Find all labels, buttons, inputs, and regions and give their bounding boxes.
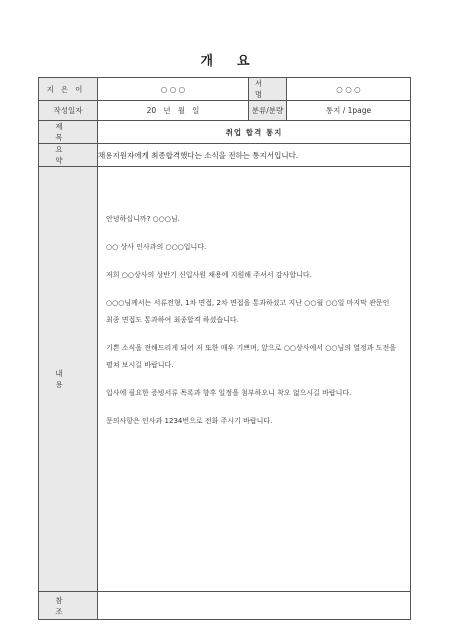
subject-row (39, 121, 411, 144)
reference-value (98, 592, 411, 620)
content-paragraph: 기쁜 소식을 전해드리게 되어 저 또한 매우 기쁘며, 앞으로 ○○상사에서 ○○님의 열정과 도전을 펼쳐 보시길 바랍니다. (106, 344, 397, 369)
summary-value: 채용지원자에게 최종합격했다는 소식을 전하는 통지서입니다. (98, 144, 411, 167)
document-table (38, 77, 411, 620)
author-label: 지은이 (39, 78, 98, 101)
category-label: 분류/분량 (249, 101, 287, 121)
date-row (39, 101, 411, 121)
reference-label: 참 조 (39, 592, 98, 620)
date-value: 20 년 월 일 (98, 101, 249, 121)
author-row (39, 78, 411, 101)
content-label: 내 용 (39, 167, 98, 592)
author-value: ○ ○ ○ (98, 78, 249, 101)
subject-label: 제 목 (39, 121, 98, 144)
content-paragraph: 저희 ○○상사의 상반기 신입사원 채용에 지원해 주셔서 감사합니다. (106, 271, 312, 279)
page-title (0, 50, 450, 69)
reference-row (39, 592, 411, 620)
content-row (39, 167, 411, 592)
subject-value: 취업 합격 통지 (98, 121, 411, 144)
title-part-2: 요 (237, 54, 250, 69)
content-body (98, 167, 411, 592)
summary-row (39, 144, 411, 167)
title-part-1: 개 (200, 54, 213, 69)
content-paragraph: ○○○님께서는 서류전형, 1차 면접, 2차 면접을 통과하셨고 지난 ○○월 ○○일 마지막 관문인 최종 면접도 통과하여 최종합격 하셨습니다. (106, 299, 390, 324)
category-value: 통지 / 1page (287, 101, 411, 121)
content-paragraph: 입사에 필요한 증빙서류 목록과 향후 일정을 첨부하오니 착오 없으시길 바랍니다. (106, 389, 352, 397)
signature-value: ○ ○ ○ (287, 78, 411, 101)
content-paragraph: ○○ 상사 인사과의 ○○○입니다. (106, 243, 207, 251)
content-paragraph: 안녕하십니까? ○○○님. (106, 215, 180, 223)
date-label: 작성일자 (39, 101, 98, 121)
signature-label: 서 명 (249, 78, 287, 101)
content-paragraph: 문의사항은 인사과 1234번으로 전화 주시기 바랍니다. (106, 417, 273, 425)
summary-label: 요 약 (39, 144, 98, 167)
